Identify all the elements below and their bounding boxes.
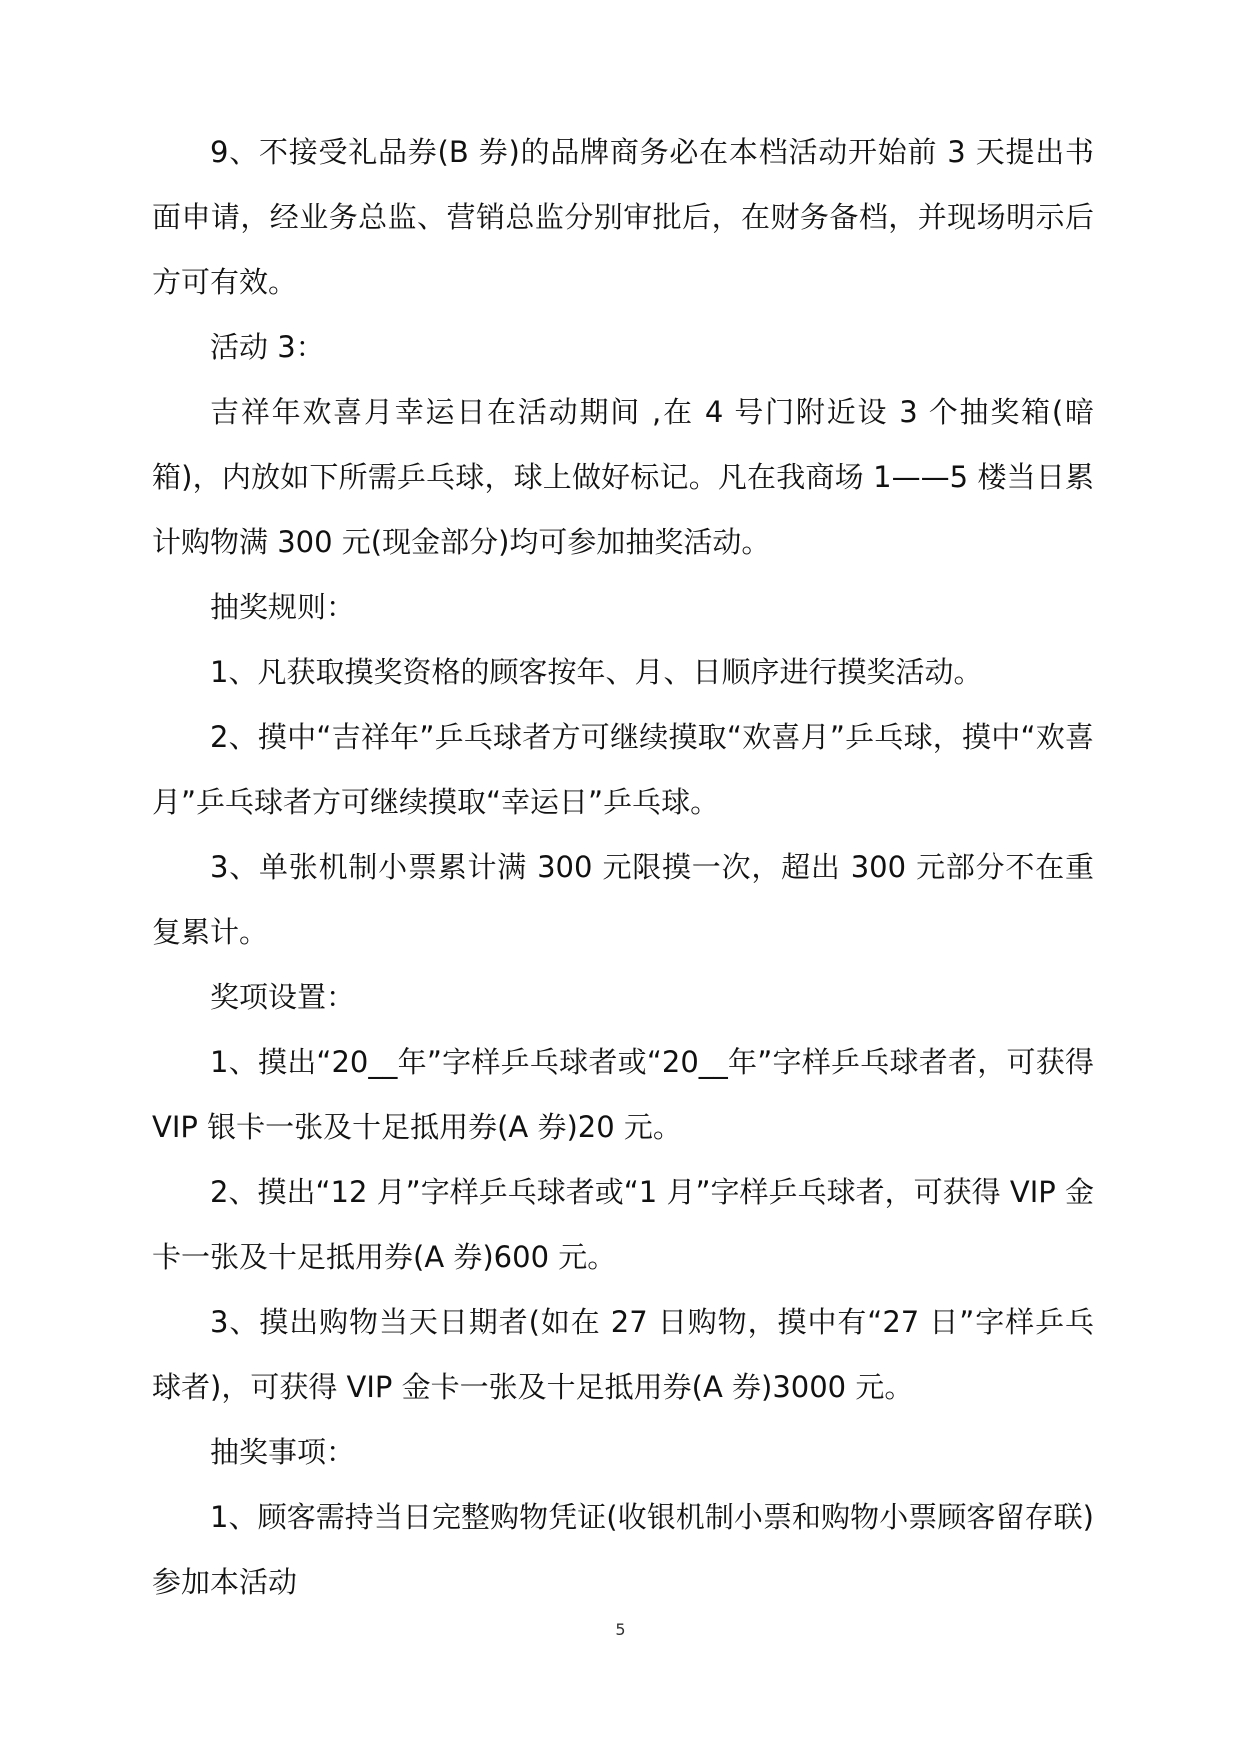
paragraph-lottery-note-1: 1、顾客需持当日完整购物凭证(收银机制小票和购物小票顾客留存联)参加本活动	[152, 1500, 1094, 1599]
paragraph-lottery-rule-1: 1、凡获取摸奖资格的顾客按年、月、日顺序进行摸奖活动。	[210, 655, 983, 689]
heading-activity-3: 活动 3：	[210, 330, 325, 364]
heading-lottery-notes: 抽奖事项：	[210, 1435, 356, 1469]
paragraph-prize-3: 3、摸出购物当天日期者(如在 27 日购物，摸中有“27 日”字样乒乓球者)，可获得 VIP 金卡一张及十足抵用券(A 券)3000 元。	[152, 1305, 1094, 1404]
paragraph-activity-3-description: 吉祥年欢喜月幸运日在活动期间 ,在 4 号门附近设 3 个抽奖箱(暗箱)，内放如下所需乒乓球，球上做好标记。凡在我商场 1——5 楼当日累计购物满 300 元(现金部分)均可参加抽奖活动。	[152, 395, 1094, 559]
paragraph-lottery-rule-2: 2、摸中“吉祥年”乒乓球者方可继续摸取“欢喜月”乒乓球，摸中“欢喜月”乒乓球者方可继续摸取“幸运日”乒乓球。	[152, 720, 1094, 819]
paragraph-coupon-rule-9: 9、不接受礼品券(B 券)的品牌商务必在本档活动开始前 3 天提出书面申请，经业务总监、营销总监分别审批后，在财务备档，并现场明示后方可有效。	[152, 135, 1094, 299]
paragraph-prize-2: 2、摸出“12 月”字样乒乓球者或“1 月”字样乒乓球者，可获得 VIP 金卡一张及十足抵用券(A 券)600 元。	[152, 1175, 1094, 1274]
page-number: 5	[615, 1620, 626, 1639]
document-body	[152, 120, 1094, 1615]
paragraph-prize-1: 1、摸出“20__年”字样乒乓球者或“20__年”字样乒乓球者者，可获得 VIP 银卡一张及十足抵用券(A 券)20 元。	[152, 1045, 1094, 1144]
paragraph-lottery-rule-3: 3、单张机制小票累计满 300 元限摸一次，超出 300 元部分不在重复累计。	[152, 850, 1094, 949]
heading-lottery-rules: 抽奖规则：	[210, 590, 356, 624]
heading-prize-settings: 奖项设置：	[210, 980, 356, 1014]
